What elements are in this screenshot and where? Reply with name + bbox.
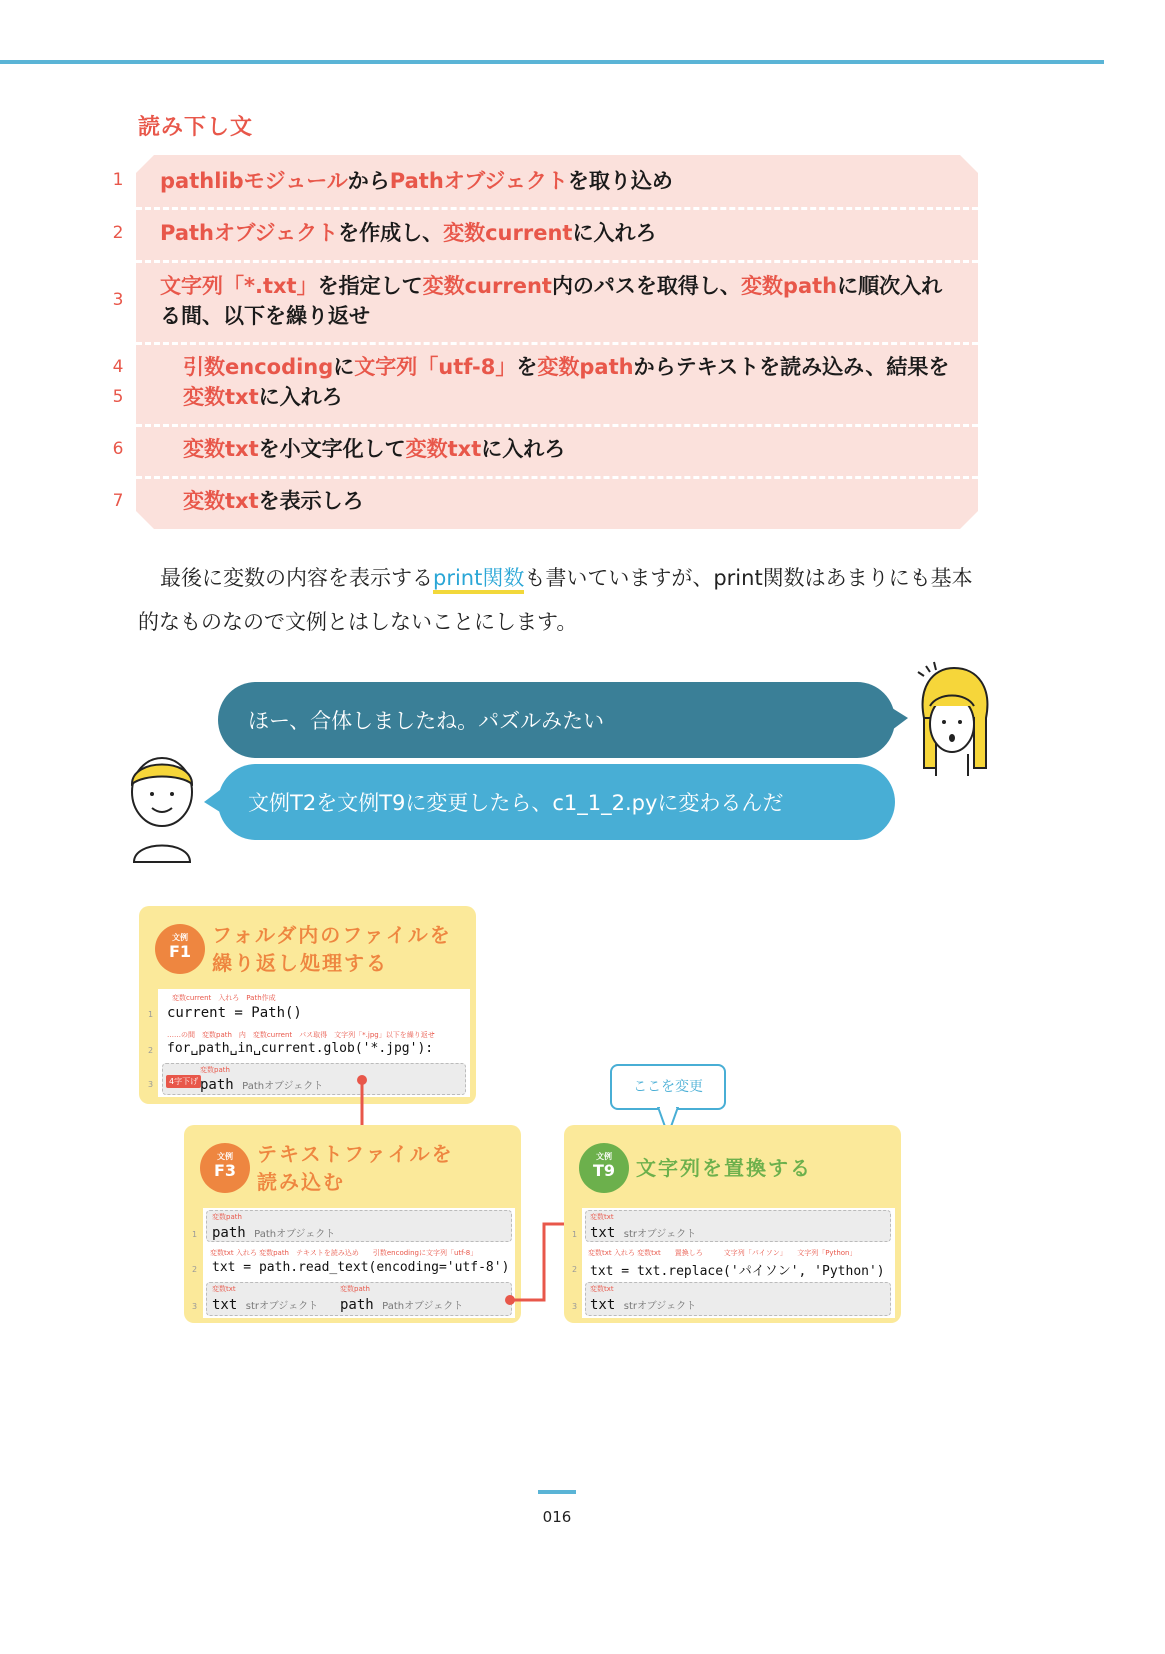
code-line bbox=[590, 1297, 696, 1313]
term: 変数txt bbox=[183, 489, 259, 513]
line-number: 1 bbox=[112, 170, 124, 190]
code-annotation: 変数path bbox=[200, 1066, 230, 1074]
code-line-number: 2 bbox=[148, 1046, 154, 1055]
page-number: 016 bbox=[542, 1508, 572, 1526]
code-line bbox=[590, 1225, 696, 1241]
object-note: strオブジェクト bbox=[245, 1301, 319, 1312]
row-divider bbox=[136, 476, 978, 479]
code-annotation: 変数txt bbox=[212, 1285, 236, 1293]
term: pathlibモジュール bbox=[160, 169, 348, 193]
code-token: path bbox=[340, 1297, 374, 1313]
code-annotation: 変数path bbox=[212, 1213, 242, 1221]
card-title bbox=[212, 921, 452, 977]
code-line-number: 2 bbox=[572, 1265, 578, 1274]
bubble-tail-icon bbox=[204, 790, 220, 814]
term: 変数txt bbox=[183, 437, 259, 461]
title-line: テキストファイルを bbox=[257, 1142, 454, 1166]
line-number: 6 bbox=[112, 439, 124, 459]
code-line-number: 3 bbox=[148, 1080, 154, 1089]
text: 内のパスを取得し、 bbox=[551, 274, 741, 298]
text: を指定して bbox=[317, 274, 423, 298]
code-annotation: 変数txt bbox=[590, 1213, 614, 1221]
code-line: for␣path␣in␣current.glob('*.jpg'): bbox=[167, 1041, 434, 1056]
object-note: Pathオブジェクト bbox=[254, 1229, 336, 1240]
term: 変数path bbox=[537, 355, 634, 379]
code-line-number: 3 bbox=[572, 1302, 578, 1311]
reading-line-1 bbox=[160, 166, 960, 196]
text: を表示しろ bbox=[258, 489, 364, 513]
code-line: txt = path.read_text(encoding='utf-8') bbox=[212, 1260, 510, 1275]
reading-line-4 bbox=[183, 352, 958, 382]
badge-label: 文例 bbox=[172, 933, 188, 942]
term: 変数current bbox=[422, 274, 552, 298]
title-line: 読み込む bbox=[257, 1170, 345, 1194]
text: に入れろ bbox=[481, 437, 566, 461]
reading-line-6 bbox=[183, 434, 983, 464]
term: 変数txt bbox=[405, 437, 482, 461]
term: 文字列「utf-8」 bbox=[354, 355, 517, 379]
text: に順次入れる間、以下を繰り返せ bbox=[160, 274, 943, 328]
card-title: 文字列を置換する bbox=[636, 1156, 812, 1180]
code-annotation: 変数txt 入れろ 変数txt 置換しろ 文字列「パイソン」 文字列「Python」 bbox=[588, 1249, 857, 1257]
row-divider bbox=[136, 424, 978, 427]
badge-code: F1 bbox=[168, 942, 192, 961]
code-token: path bbox=[200, 1077, 234, 1093]
para-text: 最後に変数の内容を表示する bbox=[160, 566, 433, 590]
text: に bbox=[333, 355, 355, 379]
code-line-number: 3 bbox=[192, 1302, 198, 1311]
object-note: strオブジェクト bbox=[623, 1229, 697, 1240]
title-line: フォルダ内のファイルを bbox=[212, 923, 452, 947]
object-note: Pathオブジェクト bbox=[242, 1081, 324, 1092]
text: に入れろ bbox=[258, 385, 343, 409]
code-token: txt bbox=[590, 1297, 616, 1313]
top-rule bbox=[0, 60, 1104, 64]
badge-f1 bbox=[155, 924, 205, 974]
title-line: 繰り返し処理する bbox=[212, 951, 388, 975]
body-paragraph bbox=[138, 556, 988, 644]
term: 変数current bbox=[443, 221, 573, 245]
code-line bbox=[212, 1297, 318, 1313]
change-callout: ここを変更 bbox=[610, 1064, 726, 1110]
code-line-number: 2 bbox=[192, 1265, 198, 1274]
line-number: 4 bbox=[112, 357, 124, 377]
object-note: strオブジェクト bbox=[623, 1301, 697, 1312]
term: 変数path bbox=[740, 274, 838, 298]
object-note: Pathオブジェクト bbox=[382, 1301, 464, 1312]
line-number: 5 bbox=[112, 387, 124, 407]
highlight-term: print関数 bbox=[433, 566, 524, 594]
badge-label: 文例 bbox=[217, 1152, 233, 1161]
text: からテキストを読み込み、結果を bbox=[633, 355, 950, 379]
code-annotation: 変数current 入れろ Path作成 bbox=[172, 994, 276, 1002]
term: Pathオブジェクト bbox=[389, 169, 568, 193]
code-annotation: 変数txt bbox=[590, 1285, 614, 1293]
reading-line-2 bbox=[160, 218, 960, 248]
text: を作成し、 bbox=[338, 221, 444, 245]
boy-character-icon bbox=[120, 744, 204, 864]
para-text: も書いていますが、print関数はあまりにも基本的なものなので文例とはしないことにします。 bbox=[138, 566, 973, 634]
term: Pathオブジェクト bbox=[160, 221, 339, 245]
text: に入れろ bbox=[572, 221, 657, 245]
code-line: txt = txt.replace('パイソン', 'Python') bbox=[590, 1264, 885, 1279]
indent-badge: 4字下げ bbox=[166, 1075, 201, 1088]
bubble-text: ほー、合体しましたね。パズルみたい bbox=[248, 709, 605, 733]
code-annotation: 変数txt 入れろ 変数path テキストを読み込め 引数encodingに文字列「utf-8」 bbox=[210, 1249, 478, 1257]
badge-code: T9 bbox=[592, 1161, 616, 1180]
code-line-number: 1 bbox=[572, 1230, 578, 1239]
code-line bbox=[212, 1225, 335, 1241]
badge-t9 bbox=[579, 1143, 629, 1193]
page-number-rule bbox=[538, 1490, 576, 1494]
badge-label: 文例 bbox=[596, 1152, 612, 1161]
girl-character-icon bbox=[912, 658, 996, 778]
code-token: txt bbox=[212, 1297, 238, 1313]
row-divider bbox=[136, 260, 978, 263]
reading-line-7 bbox=[183, 486, 983, 516]
section-heading: 読み下し文 bbox=[138, 115, 254, 140]
reading-line-3 bbox=[160, 271, 950, 331]
term: 引数encoding bbox=[183, 355, 334, 379]
badge-code: F3 bbox=[213, 1161, 237, 1180]
line-number: 3 bbox=[112, 290, 124, 310]
code-annotation: 変数path bbox=[340, 1285, 370, 1293]
code-token: txt bbox=[590, 1225, 616, 1241]
bubble-text: 文例T2を文例T9に変更したら、c1_1_2.pyに変わるんだ bbox=[248, 791, 784, 815]
code-line bbox=[340, 1297, 463, 1313]
row-divider bbox=[136, 342, 978, 345]
code-line: current = Path() bbox=[167, 1005, 302, 1021]
text: から bbox=[347, 169, 390, 193]
text: を小文字化して bbox=[258, 437, 406, 461]
line-number: 7 bbox=[112, 491, 124, 511]
row-divider bbox=[136, 207, 978, 210]
text: を取り込め bbox=[567, 169, 673, 193]
term: 文字列「*.txt」 bbox=[160, 274, 318, 298]
line-number: 2 bbox=[112, 223, 124, 243]
card-title bbox=[257, 1140, 454, 1196]
code-line-number: 1 bbox=[148, 1010, 154, 1019]
code-token: path bbox=[212, 1225, 246, 1241]
bubble-tail-icon bbox=[892, 708, 908, 732]
badge-f3 bbox=[200, 1143, 250, 1193]
text: を bbox=[516, 355, 538, 379]
reading-line-5 bbox=[183, 382, 983, 412]
code-annotation: ……の間 変数path 内 変数current パス取得 文字列「*.jpg」以下を繰り返せ bbox=[167, 1031, 435, 1039]
term: 変数txt bbox=[183, 385, 259, 409]
code-line-number: 1 bbox=[192, 1230, 198, 1239]
code-line bbox=[200, 1077, 323, 1093]
speech-bubble-1 bbox=[218, 682, 895, 758]
speech-bubble-2 bbox=[218, 764, 895, 840]
